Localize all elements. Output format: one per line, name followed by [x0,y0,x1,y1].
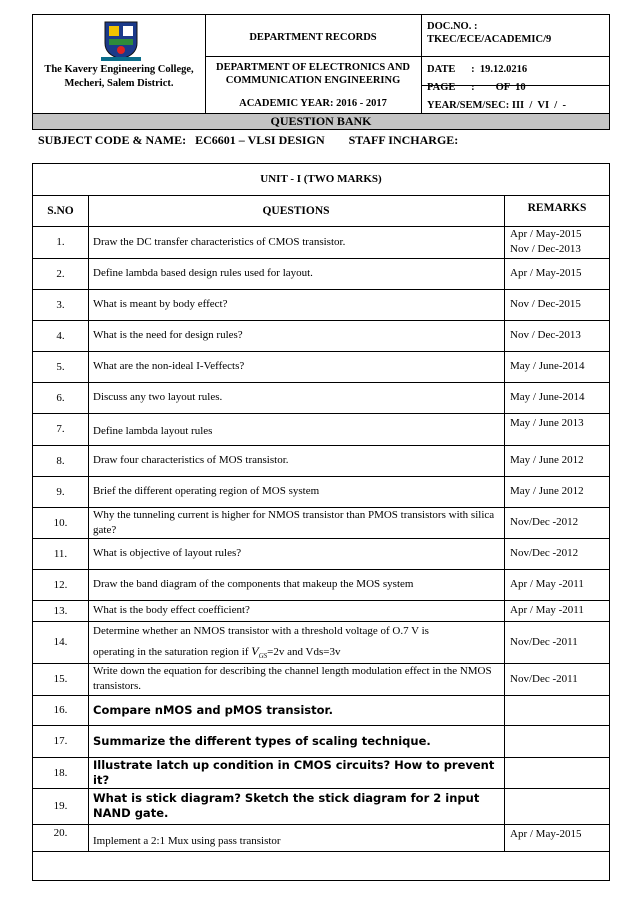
row-remarks: Nov / Dec-2013 [510,329,581,341]
row-sno: 18. [33,757,89,788]
table-row [33,695,609,726]
row-remarks [505,757,609,788]
college-name: The Kavery Engineering College, Mecheri, Salem District. [44,64,194,89]
year-sem-sec: YEAR/SEM/SEC: III / VI / - [427,100,566,111]
row-question: Write down the equation for describing the channel length modulation effect in the NMOS transistors. [88,663,505,695]
row-question [88,621,505,663]
row-remarks: Nov/Dec -2011 [510,672,578,685]
row-sno: 15. [33,663,89,695]
row-remarks: Nov/Dec -2012 [510,516,579,528]
row-remarks: May / June 2012 [510,454,584,466]
table-row [33,725,609,758]
row-remarks [505,725,609,757]
document-header [32,14,610,114]
table-row [33,413,609,446]
row-remarks: Nov / Dec-2015 [510,298,581,310]
row-remarks: May / June-2014 [510,391,585,403]
row-sno: 9. [33,476,89,507]
vgs-symbol: V [251,644,259,658]
row-sno: 4. [33,320,89,351]
row-question: Compare nMOS and pMOS transistor. [88,695,505,725]
row-question: What is meant by body effect? [88,289,505,320]
row-question: Draw the DC transfer characteristics of CMOS transistor. [88,226,505,258]
row-question: Illustrate latch up condition in CMOS circuits? How to prevent it? [88,757,505,788]
row-question: Discuss any two layout rules. [88,382,505,413]
row-remarks: Apr / May-2015 Nov / Dec-2013 [510,228,582,255]
date-field: DATE : 19.12.0216 [427,64,528,75]
row-question: Draw the band diagram of the components that makeup the MOS system [88,569,505,600]
row-sno: 13. [33,600,89,621]
page-field: PAGE : OF 10 [427,82,526,93]
row-question: Define lambda layout rules [88,413,505,445]
table-row [33,569,609,601]
table-row [33,476,609,508]
table-row [33,226,609,259]
table-row [33,538,609,570]
table-row [33,621,609,664]
table-row [33,788,609,825]
row-question: What are the non-ideal I-Veffects? [88,351,505,382]
table-row [33,663,609,696]
column-header-sno: S.NO [33,196,89,226]
row-sno: 2. [33,258,89,289]
row-question: What is stick diagram? Sketch the stick diagram for 2 input NAND gate. [88,788,505,824]
row-sno: 8. [33,445,89,476]
table-row [33,600,609,622]
row-remarks: Apr / May-2015 [510,267,582,279]
row-sno: 6. [33,382,89,413]
row-question: What is the need for design rules? [88,320,505,351]
row-question-line2-end: =2v and Vds=3v [267,646,341,658]
row-sno: 16. [33,695,89,725]
academic-year: ACADEMIC YEAR: 2016 - 2017 [239,98,387,109]
row-question-line2 [93,644,499,664]
row-remarks: May / June 2013 [510,417,584,429]
row-remarks: Nov/Dec -2011 [510,635,578,648]
row-question: Implement a 2:1 Mux using pass transistor [88,824,505,851]
row-remarks: Apr / May-2015 [510,828,582,840]
column-header-remarks: REMARKS [527,202,587,214]
column-header-questions: QUESTIONS [88,196,505,226]
table-row [33,507,609,539]
table-row [33,320,609,352]
department-name: DEPARTMENT OF ELECTRONICS AND COMMUNICATION ENGINEERING [215,62,410,86]
table-row [33,289,609,321]
table-row [33,445,609,477]
vgs-subscript: GS [258,652,268,661]
row-question: What is objective of layout rules? [88,538,505,569]
row-sno: 3. [33,289,89,320]
row-remarks: Apr / May -2011 [510,604,584,616]
row-remarks: Nov/Dec -2012 [510,547,579,559]
row-remarks: Apr / May -2011 [510,578,584,590]
doc-no-label: DOC.NO. : [427,21,478,32]
department-records-label: DEPARTMENT RECORDS [249,32,377,43]
row-question: Draw four characteristics of MOS transistor. [88,445,505,476]
row-question-line2-start: operating in the saturation region if [93,646,252,658]
table-row [33,824,609,852]
table-header-row [33,196,609,227]
row-sno: 10. [33,507,89,538]
row-question: Define lambda based design rules used for layout. [88,258,505,289]
table-row [33,757,609,789]
row-sno: 19. [33,788,89,824]
unit-title: UNIT - I (TWO MARKS) [33,164,609,196]
row-sno: 12. [33,569,89,600]
row-remarks [505,695,609,725]
row-question: Why the tunneling current is higher for NMOS transistor than PMOS transistors with silica gate? [88,507,505,538]
row-sno: 17. [33,725,89,757]
row-question: Brief the different operating region of MOS system [88,476,505,507]
question-bank-banner: QUESTION BANK [32,114,610,130]
row-question: Summarize the different types of scaling technique. [88,725,505,757]
row-sno: 7. [33,413,89,445]
row-remarks [505,788,609,824]
row-sno: 20. [33,824,89,851]
question-table [32,163,610,881]
row-sno: 14. [33,621,89,663]
table-row [33,351,609,383]
college-logo-icon [101,19,141,61]
row-sno: 1. [33,226,89,258]
row-question: What is the body effect coefficient? [88,600,505,621]
subject-line: SUBJECT CODE & NAME: EC6601 – VLSI DESIGN STAFF INCHARGE: [38,133,459,147]
row-sno: 5. [33,351,89,382]
table-row [33,382,609,414]
table-row [33,258,609,290]
row-question-line1: Determine whether an NMOS transistor with a threshold voltage of O.7 V is [93,625,429,637]
row-remarks: May / June-2014 [510,360,585,372]
doc-no-value: TKEC/ECE/ACADEMIC/9 [427,34,552,45]
row-remarks: May / June 2012 [510,485,584,497]
row-sno: 11. [33,538,89,569]
